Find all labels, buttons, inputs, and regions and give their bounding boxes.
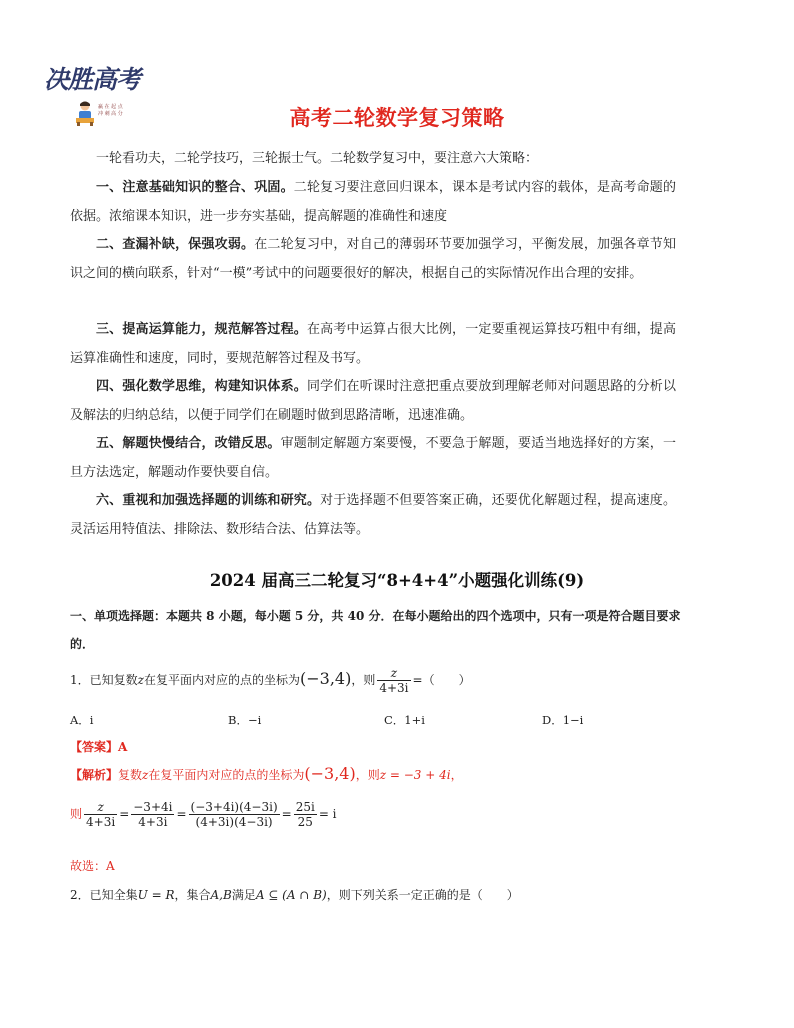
practice-title: 2024 届高三二轮复习“8+4+4”小题强化训练(9)	[209, 571, 585, 590]
strategy-text: 在高考中运算占很大比例，一定要重视运算技巧粗中有细，提高运算准确性和速度，同时，要规范解答过程及书写。	[70, 322, 676, 366]
strategy-heading: 四、强化数学思维，构建知识体系。	[96, 379, 307, 394]
strategy-5	[70, 430, 676, 487]
logo-text: 决胜高考	[44, 65, 141, 94]
strategy-text: 二轮复习要注意回归课本，课本是考试内容的载体，是高考命题的依据。浓缩课本知识，进一步夯实基础，提高解题的准确性和速度	[70, 180, 676, 224]
strategy-6	[70, 487, 676, 544]
strategy-4	[70, 373, 676, 430]
option-a: A．i	[70, 713, 94, 727]
strategy-heading: 三、提高运算能力，规范解答过程。	[96, 322, 307, 337]
analysis-line: 【解析】复数z在复平面内对应的点的坐标为(−3,4)，则z = −3 + 4i，	[70, 764, 463, 783]
strategy-text: 对于选择题不但要答案正确，还要优化解题过程，提高速度。灵活运用特值法、排除法、数形结合法、估算法等。	[70, 493, 676, 537]
strategy-text: 在二轮复习中，对自己的薄弱环节要加强学习，平衡发展，加强各章节知识之间的横向联系，针对“一模”考试中的问题要很好的解决，根据自己的实际情况作出合理的安排。	[70, 237, 676, 281]
strategy-text: 审题制定解题方案要慢，不要急于解题，要适当地选择好的方案，一旦方法选定，解题动作要快要自信。	[70, 436, 676, 480]
strategy-text: 同学们在听课时注意把重点要放到理解老师对问题思路的分析以及解法的归纳总结，以便于同学们在刷题时做到思路清晰，迅速准确。	[70, 379, 676, 423]
answer-line: 【答案】A	[70, 740, 128, 754]
strategy-heading: 二、查漏补缺，保强攻弱。	[96, 237, 255, 252]
fraction: $\frac{z}{4+3i}$	[379, 666, 409, 695]
logo-subtitle: 赢 在 起 点 冲 刺 高 分	[98, 104, 123, 117]
strategy-heading: 六、重视和加强选择题的训练和研究。	[96, 493, 321, 508]
option-b: B．−i	[228, 713, 262, 727]
option-c: C．1+i	[384, 713, 425, 727]
strategy-1	[70, 174, 676, 231]
intro-paragraph: 一轮看功夫，二轮学技巧，三轮振士气。二轮数学复习中，要注意六大策略：	[96, 151, 539, 166]
option-d: D．1−i	[542, 713, 584, 727]
question-1: 1．已知复数z在复平面内对应的点的坐标为(−3,4)，则 $\frac{z}{4+3i}$ =（ ）	[70, 666, 471, 695]
strategy-heading: 一、注意基础知识的整合、巩固。	[96, 180, 294, 195]
strategy-heading: 五、解题快慢结合，改错反思。	[96, 436, 281, 451]
strategy-3	[70, 316, 676, 373]
question-2: 2．已知全集U = R，集合A,B满足A ⊆ (A ∩ B)，则下列关系一定正确的是（ ）	[70, 888, 519, 902]
strategy-2	[70, 231, 676, 288]
choice-line: 故选：A	[70, 859, 115, 873]
page-title: 高考二轮数学复习策略	[289, 106, 505, 130]
analysis-equation: 则 $\frac{z}{4+3i}$ = $\frac{-3+4i}{4+3i}$ = $\frac{(-3+4i)(4-3i)}{(4+3i)(4-3i)}$ = $\frac{25i}{25}$ = i	[70, 800, 337, 829]
section-heading: 一、单项选择题：本题共 8 小题，每小题 5 分，共 40 分．在每小题给出的四个选项中，只有一项是符合题目要求的．	[70, 609, 681, 651]
